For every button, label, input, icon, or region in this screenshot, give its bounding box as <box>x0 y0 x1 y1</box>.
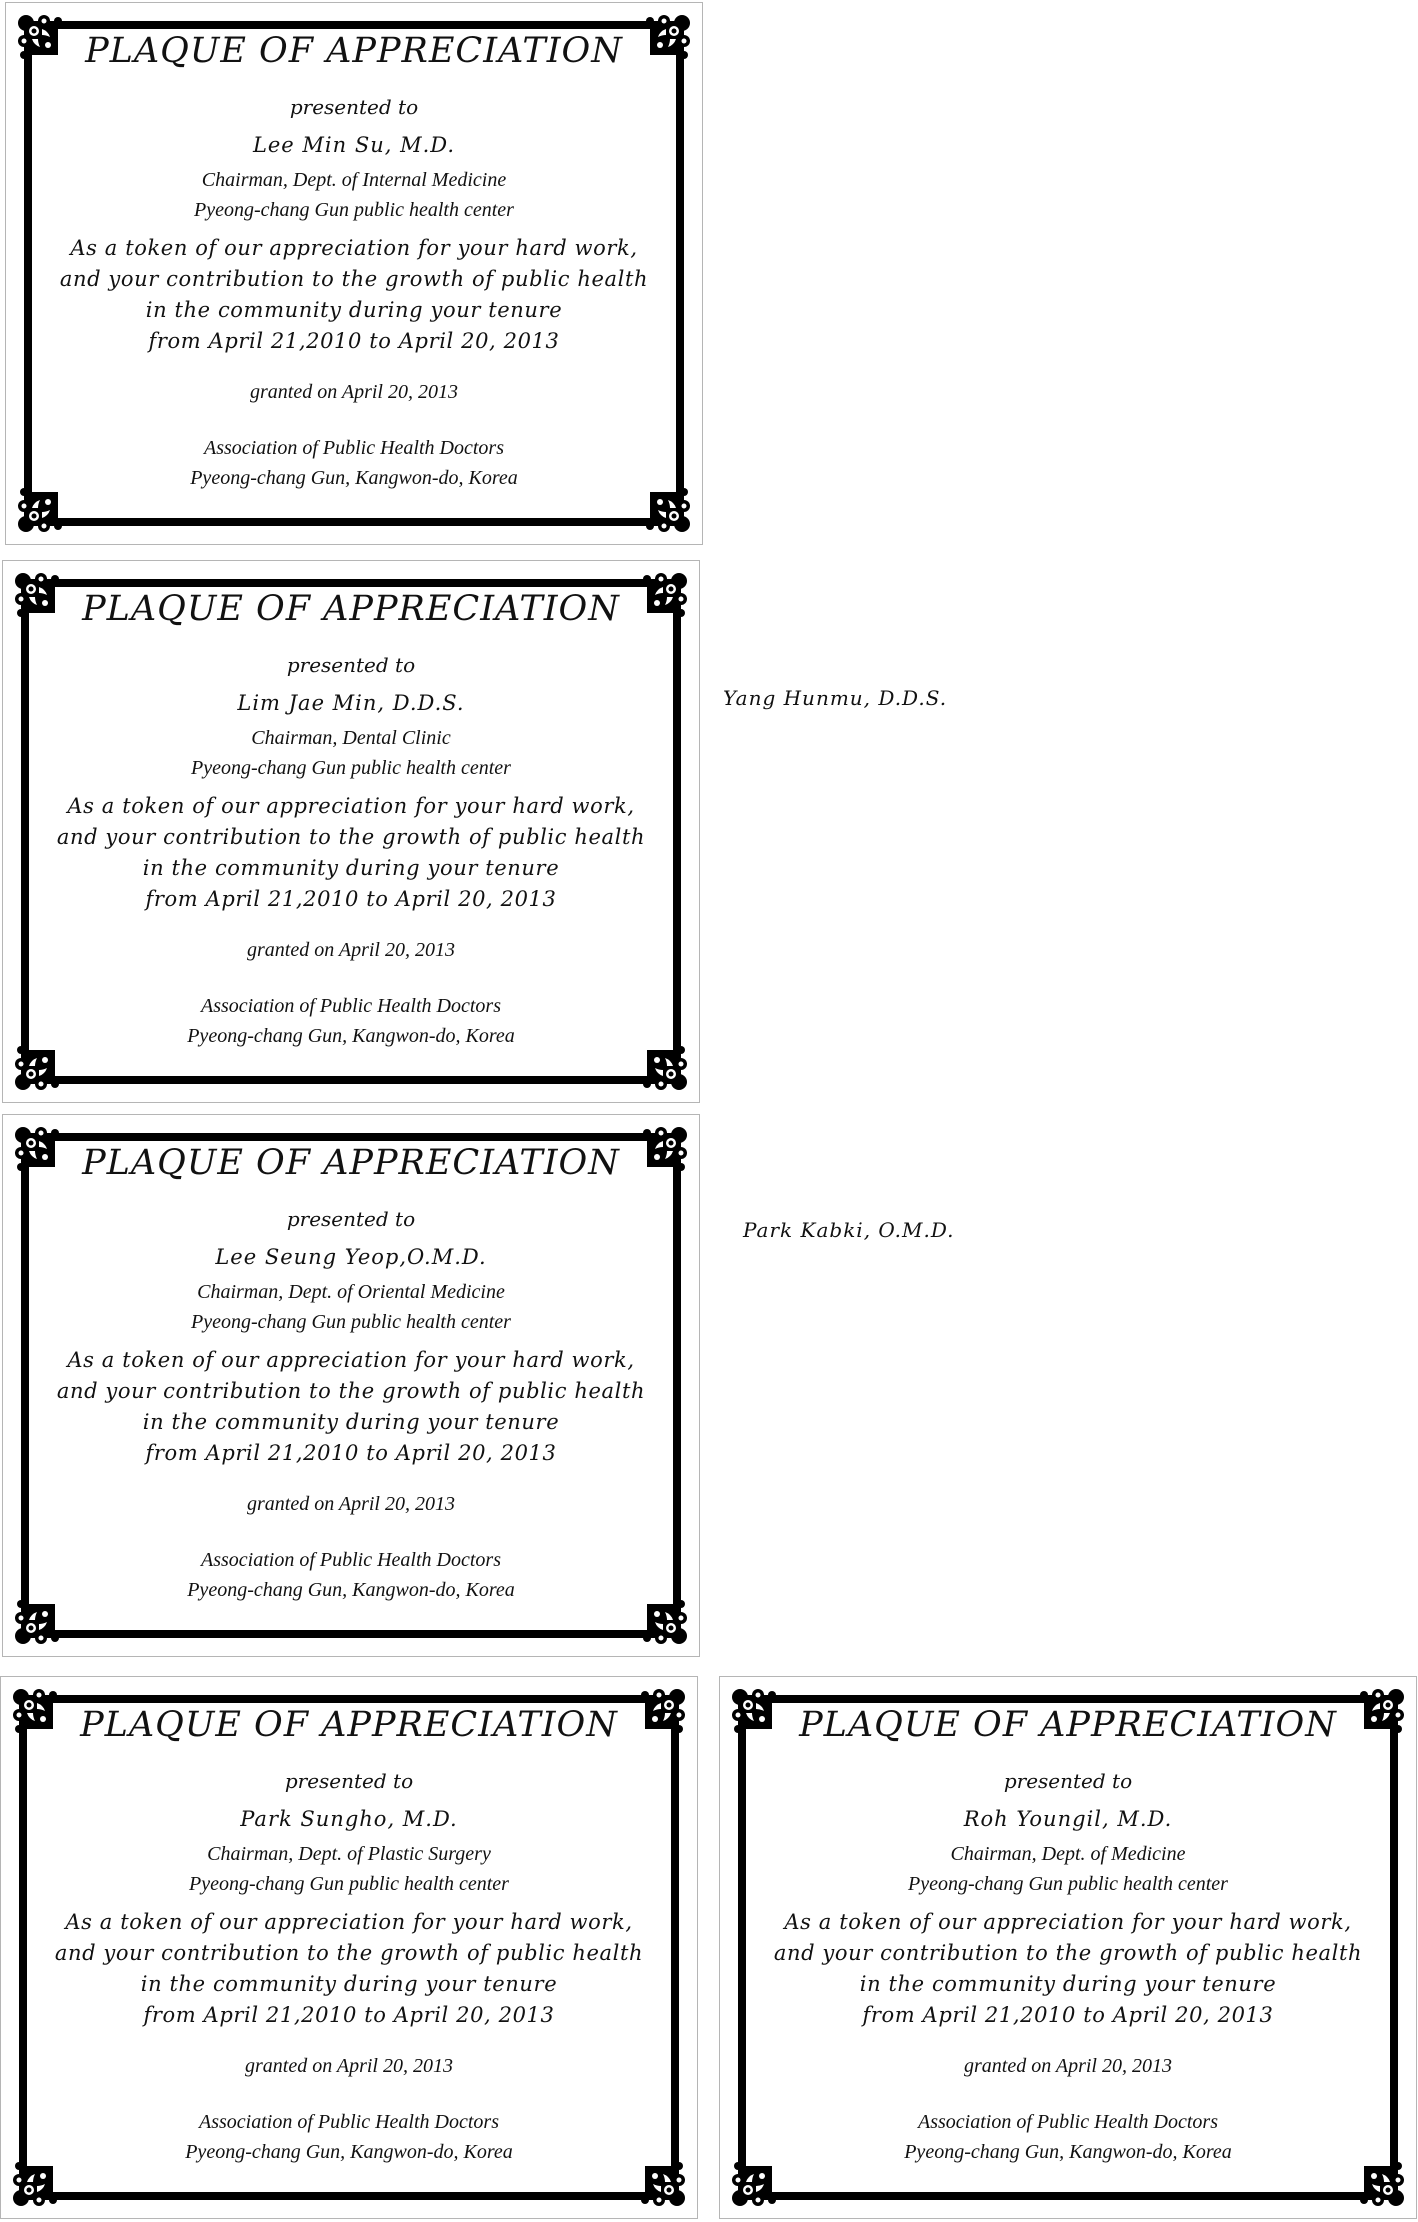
organization-name: Pyeong-chang Gun public health center <box>908 1873 1228 1895</box>
presented-to-label: presented to <box>1003 1769 1133 1793</box>
tenure-dates: from April 21,2010 to April 20, 2013 <box>148 329 560 353</box>
plaque-title: PLAQUE OF APPRECIATION <box>799 1705 1337 1745</box>
appreciation-line: and your contribution to the growth of public health <box>56 1379 646 1403</box>
plaque-card <box>2 560 700 1103</box>
tenure-dates: from April 21,2010 to April 20, 2013 <box>143 2003 555 2027</box>
presented-to-label: presented to <box>289 95 419 119</box>
granted-date: granted on April 20, 2013 <box>250 381 458 403</box>
appreciation-line: and your contribution to the growth of public health <box>773 1941 1363 1965</box>
appreciation-line: in the community during your tenure <box>145 298 563 322</box>
recipient-position: Chairman, Dept. of Internal Medicine <box>201 169 507 191</box>
appreciation-line: As a token of our appreciation for your hard work, <box>65 1910 633 1934</box>
appreciation-line: and your contribution to the growth of public health <box>56 825 646 849</box>
granted-date: granted on April 20, 2013 <box>247 1493 455 1515</box>
recipient-position: Chairman, Dept. of Medicine <box>950 1843 1186 1865</box>
recipient-position: Chairman, Dept. of Plastic Surgery <box>207 1843 491 1865</box>
plaque-title: PLAQUE OF APPRECIATION <box>85 31 623 71</box>
association-name: Association of Public Health Doctors <box>204 437 504 459</box>
organization-name: Pyeong-chang Gun public health center <box>191 757 511 779</box>
granted-date: granted on April 20, 2013 <box>964 2055 1172 2077</box>
association-location: Pyeong-chang Gun, Kangwon-do, Korea <box>904 2141 1232 2163</box>
association-location: Pyeong-chang Gun, Kangwon-do, Korea <box>187 1025 515 1047</box>
plaque-title: PLAQUE OF APPRECIATION <box>82 589 620 629</box>
association-location: Pyeong-chang Gun, Kangwon-do, Korea <box>187 1579 515 1601</box>
recipient-name: Lim Jae Min, D.D.S. <box>237 691 465 715</box>
organization-name: Pyeong-chang Gun public health center <box>191 1311 511 1333</box>
plaque-card <box>719 1676 1417 2219</box>
appreciation-line: As a token of our appreciation for your hard work, <box>67 794 635 818</box>
presented-to-label: presented to <box>284 1769 414 1793</box>
appreciation-text <box>3 791 699 884</box>
organization-name: Pyeong-chang Gun public health center <box>189 1873 509 1895</box>
appreciation-line: in the community during your tenure <box>142 1410 560 1434</box>
tenure-dates: from April 21,2010 to April 20, 2013 <box>145 887 557 911</box>
appreciation-line: As a token of our appreciation for your hard work, <box>70 236 638 260</box>
plaque-title: PLAQUE OF APPRECIATION <box>80 1705 618 1745</box>
presented-to-label: presented to <box>286 1207 416 1231</box>
appreciation-text <box>1 1907 697 2000</box>
association-name: Association of Public Health Doctors <box>918 2111 1218 2133</box>
organization-name: Pyeong-chang Gun public health center <box>194 199 514 221</box>
recipient-name: Roh Youngil, M.D. <box>963 1807 1173 1831</box>
recipient-position: Chairman, Dept. of Oriental Medicine <box>197 1281 505 1303</box>
appreciation-line: and your contribution to the growth of public health <box>54 1941 644 1965</box>
recipient-name: Lee Seung Yeop,O.M.D. <box>215 1245 487 1269</box>
appreciation-line: As a token of our appreciation for your hard work, <box>67 1348 635 1372</box>
plaque-title: PLAQUE OF APPRECIATION <box>82 1143 620 1183</box>
recipient-position: Chairman, Dental Clinic <box>251 727 451 749</box>
appreciation-line: in the community during your tenure <box>142 856 560 880</box>
association-location: Pyeong-chang Gun, Kangwon-do, Korea <box>190 467 518 489</box>
appreciation-line: As a token of our appreciation for your hard work, <box>784 1910 1352 1934</box>
association-name: Association of Public Health Doctors <box>201 995 501 1017</box>
recipient-name: Park Sungho, M.D. <box>240 1807 458 1831</box>
appreciation-text <box>3 1345 699 1438</box>
association-name: Association of Public Health Doctors <box>201 1549 501 1571</box>
association-location: Pyeong-chang Gun, Kangwon-do, Korea <box>185 2141 513 2163</box>
tenure-dates: from April 21,2010 to April 20, 2013 <box>145 1441 557 1465</box>
appreciation-text <box>6 233 702 326</box>
appreciation-line: in the community during your tenure <box>859 1972 1277 1996</box>
plaque-card <box>2 1114 700 1657</box>
appreciation-line: and your contribution to the growth of public health <box>59 267 649 291</box>
granted-date: granted on April 20, 2013 <box>247 939 455 961</box>
appreciation-line: in the community during your tenure <box>140 1972 558 1996</box>
tenure-dates: from April 21,2010 to April 20, 2013 <box>862 2003 1274 2027</box>
plaque-card <box>5 2 703 545</box>
association-name: Association of Public Health Doctors <box>199 2111 499 2133</box>
appreciation-text <box>720 1907 1416 2000</box>
recipient-name: Lee Min Su, M.D. <box>252 133 456 157</box>
side-name-label: Park Kabki, O.M.D. <box>743 1218 955 1242</box>
granted-date: granted on April 20, 2013 <box>245 2055 453 2077</box>
plaque-card <box>0 1676 698 2219</box>
side-name-label: Yang Hunmu, D.D.S. <box>723 686 948 710</box>
presented-to-label: presented to <box>286 653 416 677</box>
